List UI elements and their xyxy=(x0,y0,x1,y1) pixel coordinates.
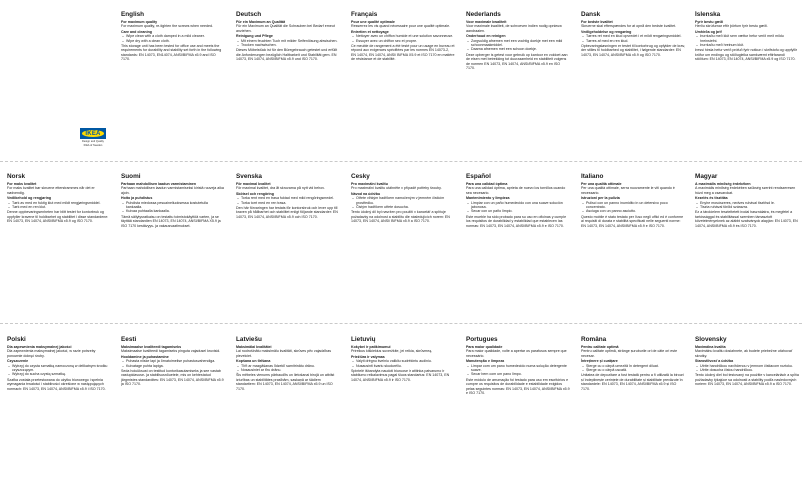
language-section xyxy=(7,173,111,224)
section-paragraph: Für ein Maximum an Qualität die Schrauben bei Bedarf erneut anziehen. xyxy=(236,24,335,33)
care-list xyxy=(695,364,799,373)
care-heading: Manutenção e limpeza xyxy=(466,359,505,364)
care-list xyxy=(466,39,570,52)
section-paragraph: Maximálnu kvalitu dosiahnete, ak budete priebežne uťahovať skrutky. xyxy=(695,349,793,358)
language-section xyxy=(236,336,340,391)
section-language-heading: Româna xyxy=(581,336,607,343)
ikea-logo xyxy=(80,128,106,147)
standards-paragraph: Ez a tárolóelem teszteltetett irodai használatra, és megfelel a tartóssággal és stabilitással szemben támasztott követelményeknek az alábbi szabványok alapján: EN 14073, EN 14074, ANSI/BIFMA x5.9 és ISO 7170. xyxy=(695,210,798,228)
section-subheading: Pentru calitate optimă xyxy=(581,345,619,349)
language-section xyxy=(466,173,570,228)
list-item: – Șterge cu o cârpă umezită în detergent diluat. xyxy=(586,364,685,368)
list-item: – Enyhe mosószeres, nedves ruhával tisztítsd le. xyxy=(700,201,799,205)
list-item: – Þurrkaðu með klút sem vættur hefur verið með mildu hreinsiefni. xyxy=(700,34,799,43)
standards-paragraph: Szafka została przetestowana do użytku biurowego i spełnia wymagania trwałości i stabilności określone w następujących normach: EN 14073, EN 14074, ANSI/BIFMA x5.9 i ISO 7170. xyxy=(7,377,106,391)
care-heading: Kopšana un tīrīšana xyxy=(236,359,271,364)
logo-caption: IKEA of Sweden xyxy=(83,144,103,147)
list-item: – Tørres af med en ren klud. xyxy=(586,39,685,43)
list-item: – Mit einem feuchten Tuch mit milder Seifenlösung abwischen. xyxy=(241,39,340,43)
language-section xyxy=(695,173,799,228)
section-language-heading: Íslenska xyxy=(695,11,721,18)
logo-text: IKEA xyxy=(82,130,104,137)
section-subheading: Para maior qualidade xyxy=(466,345,503,349)
section-paragraph: Prireikus kiškiekius suveržkite, jei reikia, skrūvmeą. xyxy=(351,349,433,354)
care-list xyxy=(236,364,340,373)
care-list xyxy=(351,359,455,368)
section-language-heading: Deutsch xyxy=(236,11,262,18)
section-subheading: Fyrir bestu gæði xyxy=(695,20,724,24)
care-heading: Vedligeholdelse og rengøring xyxy=(581,29,632,34)
list-item: – Daarna afnemen met een schoon doekje. xyxy=(471,47,570,51)
care-heading: Istruzioni per la pulizia xyxy=(581,196,620,201)
care-list xyxy=(7,364,111,377)
section-subheading: Maksimaalse kvaliteedi tagamiseks xyxy=(121,345,182,349)
standards-paragraph: This storage unit has been tested for office use and meets the requirements for durability and stability set forth in the following standards: EN 14073, EN14074, ANSI/BIFMA x5.9 and ISO 7170. xyxy=(121,44,222,62)
list-item: – Wytrzyj do sucha czystą szmatką. xyxy=(12,372,111,376)
list-item: – Wipe clean with a cloth damped in a mild cleaner. xyxy=(126,34,225,38)
list-item: – Tīrīt ar mazgāšanas līdzeklī samitrinātu drānu. xyxy=(241,364,340,368)
language-section xyxy=(236,173,340,219)
section-language-heading: Español xyxy=(466,173,491,180)
logo-caption: Design and Quality xyxy=(82,140,104,143)
care-heading: Priežiūra ir valymas xyxy=(351,354,385,359)
list-item: – Puhasta niiske lapi ja õrnatoimelise puhastusvahendiga. xyxy=(126,359,225,363)
section-paragraph: Para maior qualidade, volte a apertar os parafusos sempre que necessário. xyxy=(466,349,567,358)
care-heading: Starostlivosť a údržba xyxy=(695,359,734,364)
language-section xyxy=(121,173,225,228)
care-list xyxy=(466,201,570,214)
list-item: – Þurrkaðu með hreinum klút. xyxy=(700,43,799,47)
standards-paragraph: Tämä säilytysratkaisu on testattu toimistokäyttöä varten, ja se täyttää standardien EN 14073, EN 14074, ANSI/BIFMA X5.9 ja ISO 7170 kestävyys- ja vakausvaatimukset. xyxy=(121,214,221,228)
language-section xyxy=(581,11,685,57)
list-item: – Nosausiniet ar tīru drānu. xyxy=(241,368,340,372)
section-subheading: Kokybei ir patikimumui xyxy=(351,345,391,349)
section-language-heading: English xyxy=(121,11,145,18)
section-subheading: Dla zapewnienia maksymalnej jakości xyxy=(7,345,72,349)
section-subheading: A maximális minőség érdekében xyxy=(695,182,751,186)
list-item: – Tørk av med en fuktig klut med mildt rengjøringsmiddel. xyxy=(12,201,111,205)
list-item: – Utrite dosucha čistou handričkou. xyxy=(700,368,799,372)
section-subheading: For maks kvalitet xyxy=(7,182,37,186)
language-section xyxy=(351,11,455,62)
section-paragraph: Skruerne skal efterspændes for at opnå den bedste kvalitet. xyxy=(581,24,677,29)
list-item: – Wytrzyj do czysta szmatką namoczoną w delikatnym środku czyszczącym. xyxy=(12,364,111,373)
section-language-heading: Dansk xyxy=(581,11,601,18)
section-paragraph: Voor maximale kwaliteit, de schroeven indien nodig opnieuw aandraaien. xyxy=(466,24,562,33)
care-list xyxy=(581,34,685,43)
section-language-heading: Česky xyxy=(351,173,370,180)
list-item: – Torka rent med en trasa fuktad med mild rengöringsmedel. xyxy=(241,196,340,200)
care-heading: Care and cleaning xyxy=(121,29,152,34)
list-item: – Șterge cu o cârpă uscată. xyxy=(586,368,685,372)
list-item: – Secar con un paño limpio. xyxy=(471,209,570,213)
section-paragraph: Maksimaalse kvaliteedi tagamiseks pinguta vajadusel kruvisid. xyxy=(121,349,221,354)
list-item: – Otřete vlhkým hadříkem namočeným v jemném čisticím prostředku. xyxy=(356,196,455,205)
section-language-heading: Norsk xyxy=(7,173,26,180)
care-heading: Vedlikehold og rengjøring xyxy=(7,196,52,201)
list-item: – Nettoyer avec un chiffon humide et une solution savonneuse. xyxy=(356,34,455,38)
list-item: – Torka torrt med en ren trasa. xyxy=(241,201,340,205)
standards-paragraph: Unitatea de depozitare a fost testată pentru a fi utilizată la birouri și îndeplinește cerințele de durabilitate și stabilitate prevăzute în standardele: EN 14073, EN 14074, ANSI/BIFMA x5.9 și ISO 7170. xyxy=(581,373,684,391)
care-list xyxy=(351,34,455,43)
care-heading: Kezelés és tisztítás xyxy=(695,196,728,201)
section-subheading: Para una calidad óptima xyxy=(466,182,508,186)
list-item: – Valyti drėgnu švelniu valikliu sudrėkintu audiniu. xyxy=(356,359,455,363)
row-divider xyxy=(0,323,802,324)
care-heading: Návod na údržbu xyxy=(351,191,381,196)
section-language-heading: Français xyxy=(351,11,378,18)
section-paragraph: Pro maximální kvalitu utáhněte v případě potřeby šrouby. xyxy=(351,186,442,191)
section-language-heading: Eesti xyxy=(121,336,137,343)
section-subheading: Maximálna kvalita xyxy=(695,345,726,349)
section-subheading: För maximal kvalitet xyxy=(236,182,271,186)
standards-paragraph: Opbevaringsløsningen er testet til kontorbrug og opfylder de krav, der stilles til holdbarhed og stabilitet, i følgende standarder: EN 14073, EN 14074, ANSI/BIFMA x5.9 og ISO 7170. xyxy=(581,44,685,57)
list-item: – Trocken nachwischen. xyxy=(241,43,340,47)
language-section xyxy=(351,336,455,382)
care-heading: Mantenimiento y limpieza xyxy=(466,196,510,201)
language-section xyxy=(351,173,455,224)
list-item: – Limpiar con un paño humedecido con una suave solución jabonosa. xyxy=(471,201,570,210)
care-heading: Skötsel och rengöring xyxy=(236,191,274,196)
care-list xyxy=(695,201,799,210)
logo-mark xyxy=(80,128,106,139)
section-paragraph: För maximal kvalitet, dra åt skruvarna på nytt vid behov. xyxy=(236,186,325,191)
section-language-heading: Polski xyxy=(7,336,26,343)
row-divider xyxy=(0,161,802,162)
section-subheading: Maksimālai kvalitātei xyxy=(236,345,272,349)
section-paragraph: Dla zapewnienia maksymalnej jakości, w razie potrzeby ponownie dokręć śruby. xyxy=(7,349,96,358)
care-list xyxy=(236,196,340,205)
care-heading: Hooldamine ja puhastamine xyxy=(121,354,169,359)
section-subheading: Parhaan mahdollisen laadun varmistaminen xyxy=(121,182,197,186)
section-language-heading: Latviešu xyxy=(236,336,262,343)
care-list xyxy=(121,359,225,368)
standards-paragraph: Seda hoiuüksust on testitud kontorikasutamiseks ja see vastab vastupidavuse- ja stabiilsusnõuetele, mis on kehtestatud järgmistes standardites: EN 14073, EN 14074, ANSI/BIFMA x5.9 ja ISO 7170. xyxy=(121,369,224,387)
section-paragraph: Para una calidad óptima, aprieta de nuevo los tornillos cuando sea necesario. xyxy=(466,186,566,195)
section-paragraph: Per una qualità ottimale, serra nuovamente le viti quando è necessario. xyxy=(581,186,675,195)
list-item: – Tiszta ruhával töröld szárazra. xyxy=(700,205,799,209)
section-language-heading: Nederlands xyxy=(466,11,501,18)
section-language-heading: Portugues xyxy=(466,336,498,343)
standards-paragraph: Deze opberger is getest voor gebruik op kantoor en voldoet aan de eisen met betrekking tot duurzaamheid en stabiliteit volgens de normen EN 14073, EN 14074, ANSI/BIFMA x5.9 en ISO 7170. xyxy=(466,52,568,71)
section-language-heading: Magyar xyxy=(695,173,718,180)
section-paragraph: For maximum quality, re-tighten the screws when needed. xyxy=(121,24,214,29)
list-item: – Tørres ret med en klud opvredet i et mildt rengøringsmiddel. xyxy=(586,34,685,38)
standards-paragraph: Þessi hirsla hefur verið prófuð fyrir notkun í skrifstofu og uppfyllir kröfur um endingu og stöðugleika samkvæmt eftirfarandi stöðlum: EN 14073, EN 14074, ANSI/BIFMA x5.9 og ISO 7170. xyxy=(695,48,798,62)
list-item: – Kuivatage puhta lapiga. xyxy=(126,364,225,368)
list-item: – Essuyer avec un chiffon sec et propre. xyxy=(356,39,455,43)
language-section xyxy=(121,336,225,387)
language-section xyxy=(466,336,570,395)
section-language-heading: Italiano xyxy=(581,173,604,180)
standards-paragraph: Ce meuble de rangement a été testé pour un usage en bureau et répond aux exigences spécifiées par les normes EN 14073-2, EN 14074, EN 14074, ANSI/ BIFMA X5.9 et ISO 7170 en matière de résistance et de stabilité. xyxy=(351,44,455,62)
list-item: – Puhdista miedossa pesuaineliuoksessa kostutetulla kankaalla. xyxy=(126,201,225,210)
care-heading: Czyszczenie xyxy=(7,359,29,364)
standards-paragraph: Den här förvaringen har testats för kontorsbruk och lever upp till kraven på hållbarhet och stabilitet enligt följande standarder: EN 14073, EN 14074, ANSI/BIFMA x5.9 och ISO 7170. xyxy=(236,206,338,219)
care-list xyxy=(121,34,225,43)
section-paragraph: Resserrez les vis quand nécessaire pour une qualité optimale. xyxy=(351,24,451,29)
standards-paragraph: Dieses Möbelstück ist für den Büregebrauch getestet und erfüllt die Anforderungen bezüglich Haltbarkeit und Stabilität gem. EN 14073, EN 14074, ANSI/BIFMA x5.9 und ISO 7170. xyxy=(236,48,338,62)
section-subheading: Für ein Maximum an Qualität xyxy=(236,20,286,24)
list-item: – Asciuga con un panno asciutto. xyxy=(586,209,685,213)
list-item: – Utrite handričkou navlhčenou v jemnom čistiacom roztoku. xyxy=(700,364,799,368)
section-language-heading: Slovensky xyxy=(695,336,727,343)
care-list xyxy=(581,364,685,373)
section-paragraph: For maks kvalitet bør skruene etterstrammes når det er nødvendig. xyxy=(7,186,95,195)
standards-paragraph: Tento úložný díl byl navržen pro použití v kancelář a splňuje požadavky na odolnost a stabilitu dle následujících norem: EN 14073, EN 14074, ANSI/ BIFMA x5.9 a ISO 7170. xyxy=(351,210,450,224)
section-subheading: For maximum quality xyxy=(121,20,158,24)
standards-paragraph: Spintelė išbandyta naudoti biuruose ir atitinka patvarumo ir stabilumo reikalavimus pagal šiuos standartus: EN 14073, EN 14074, ANSI/BIFMA x5.9 ir ISO 7170. xyxy=(351,369,450,382)
section-paragraph: A maximális minőség érdekében szükség szerint rendszeresen húzd meg a csavarokat. xyxy=(695,186,796,195)
list-item: – Tørk med en ren klut. xyxy=(12,205,111,209)
list-item: – Wipe dry with a clean cloth. xyxy=(126,39,225,43)
section-subheading: Voor maximale kwaliteit xyxy=(466,20,507,24)
care-heading: Entretien et nettoyage xyxy=(351,29,389,34)
section-language-heading: Suomi xyxy=(121,173,141,180)
list-item: – Limpar com um pano humedecido numa solução detergente suave. xyxy=(471,364,570,373)
care-list xyxy=(236,39,340,48)
language-section xyxy=(236,11,340,62)
language-section xyxy=(121,11,225,62)
standards-paragraph: Denne oppbevaringsenheten har blitt testet for kontorbruk og oppfyller kravene til holdbarhet og stabilitet i disse standardene: EN 14073, EN 14074, ANSI/BIFMA x5.9 og ISO 7170. xyxy=(7,210,109,224)
section-language-heading: Lietuvių xyxy=(351,336,376,343)
care-heading: Onderhoud en reinigen xyxy=(466,34,506,39)
standards-paragraph: Tento úložný diel bol testovaný na použitie v kanceláriách a spĺňa požiadavky týkajúce sa odolnosti a stability podľa nasledovných noriem: EN 14073, EN 14074, ANSI/BIFMA x5.9 a ISO 7170. xyxy=(695,373,799,387)
section-subheading: Pro maximální kvalitu xyxy=(351,182,388,186)
list-item: – Pulisci con un panno inumidito in un detersivo poco concentrato. xyxy=(586,201,685,210)
list-item: – Zorgvuldig afnemen met een vochtig doekje met een mild schoonmaakmiddel. xyxy=(471,39,570,48)
list-item: – Nusausinti švariu skudurėliu. xyxy=(356,364,455,368)
list-item: – Secar bem com um pano limpo. xyxy=(471,372,570,376)
care-list xyxy=(351,196,455,209)
section-paragraph: Herðu skrúfurnar eftir þörfum fyrir bestu gæði. xyxy=(695,24,768,29)
section-subheading: Per una qualità ottimale xyxy=(581,182,622,186)
standards-paragraph: Šis mēbeles vienums pārbaudīts un lietošanai birojā un atbilst izturības un stabilitātes prasībām, saskaņā ar šādiem standartiem: EN 14073, EN 14074, ANSI/BIFMA x5.9 un ISO 7170. xyxy=(236,373,335,391)
care-list xyxy=(466,364,570,377)
standards-paragraph: Questo mobile è stato testato per l'uso negli uffici ed è conforme ai requisiti di durata e stabilità specificati nelle seguenti norme: EN 14073, EN 14074, ANSI/BIFMA x5.9 e ISO 7170. xyxy=(581,214,684,228)
care-heading: Reinigung und Pflege xyxy=(236,34,273,39)
section-language-heading: Svenska xyxy=(236,173,262,180)
language-section xyxy=(695,11,799,62)
language-section xyxy=(7,336,111,391)
section-paragraph: Lai nodrošinātu maksimālu kvalitāti, skrūves pēc vajadzības pievelciet. xyxy=(236,349,332,358)
care-heading: Umhirða og þrif xyxy=(695,29,722,34)
standards-paragraph: Este mueble ha sido probado para su uso en oficinas y cumple los requisitos de durabilidad y estabilidad que establecen las normas: EN 14073, EN 14074, ANSI/BIFMA x5.9 e ISO 7170. xyxy=(466,214,567,228)
standards-paragraph: Este módulo de arrumação foi testado para uso em escritórios e cumpre os requisitos de durabilidade e estabilidade exigidos pelas seguintes normas: EN 14073, EN 14074, ANSI/BIFMA x5.9 e ISO 7170. xyxy=(466,377,570,396)
care-list xyxy=(695,34,799,47)
language-section xyxy=(466,11,570,70)
section-paragraph: Pentru calitate optimă, strânge șuruburile ori de câte ori este necesar. xyxy=(581,349,678,358)
language-section xyxy=(581,173,685,228)
list-item: – Kuivaa puhtaalla kankaalla. xyxy=(126,209,225,213)
care-list xyxy=(121,201,225,214)
section-paragraph: Parhaan mahdollisen laadun varmistamiseksi kiristä ruuveja aika ajoin. xyxy=(121,186,224,195)
section-subheading: For bedste kvalitet xyxy=(581,20,613,24)
care-list xyxy=(581,201,685,214)
list-item: – Čistým hadříkem utřete dosucha. xyxy=(356,205,455,209)
care-heading: Întreținere și curățare xyxy=(581,359,618,364)
language-section xyxy=(581,336,685,391)
language-section xyxy=(695,336,799,387)
care-list xyxy=(7,201,111,210)
care-heading: Hoito ja puhdistus xyxy=(121,196,153,201)
section-subheading: Pour une qualité optimale xyxy=(351,20,395,24)
